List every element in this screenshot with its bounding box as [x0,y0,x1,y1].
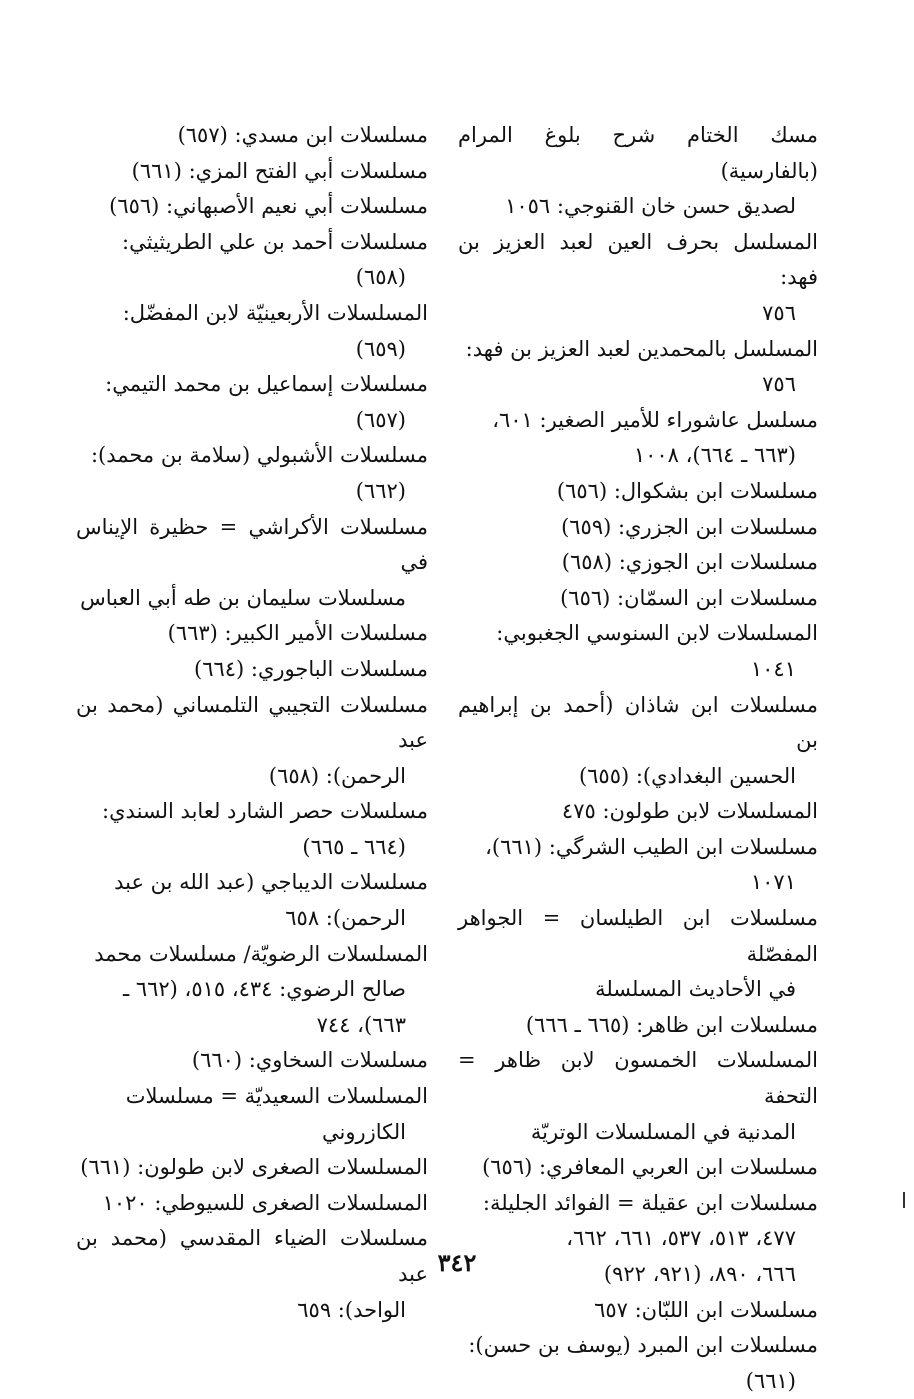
entry-heading: مسلسلات ابن ظاهر: (٦٦٥ ـ ٦٦٦) [525,1012,818,1037]
entry-heading: مسلسل عاشوراء للأمير الصغير: ٦٠١، [492,407,818,432]
index-entry [458,1293,818,1329]
entry-heading: مسلسلات أحمد بن علي الطريثيثي: [122,229,428,254]
index-entry [458,901,818,1008]
entry-continuation: مسلسلات سليمان بن طه أبي العباس [80,585,406,610]
index-column-left [76,118,428,1328]
index-entry [76,616,428,652]
index-entry [458,616,818,687]
entry-heading: مسلسلات حصر الشارد لعابد السندي: [102,799,428,824]
entry-heading: المسلسلات الصغرى لابن طولون: (٦٦١) [80,1155,428,1180]
entry-continuation: الكازروني [322,1119,406,1144]
index-entry [458,581,818,617]
entry-heading: مسلسلات ابن الجوزي: (٦٥٨) [561,550,818,575]
entry-heading: المسلسلات الرضويّة/ مسلسلات محمد [94,941,428,966]
entry-continuation: (٦٦٣ ـ ٦٦٤)، ١٠٠٨ [633,443,796,468]
entry-heading: مسلسلات ابن بشكوال: (٦٥٦) [556,478,818,503]
index-entry [458,1008,818,1044]
index-entry [458,1150,818,1186]
index-entry [458,688,818,795]
index-entry [458,474,818,510]
entry-heading: مسلسلات الضياء المقدسي (محمد بن عبد [76,1226,428,1286]
entry-continuation: (٦٥٩) [355,336,406,361]
index-entry [76,1079,428,1150]
entry-continuation: ٦٦٦، ٨٩٠، (٩٢١، ٩٢٢) [603,1262,796,1286]
entry-heading: مسلسلات الأشبولي (سلامة بن محمد): [90,443,428,468]
entry-continuation: (٦٦٤ ـ ٦٦٥) [302,834,406,859]
index-entry [76,1150,428,1186]
entry-heading: مسلسلات التجيبي التلمساني (محمد بن عبد [76,692,428,753]
entry-continuation: في الأحاديث المسلسلة [595,977,796,1002]
entry-heading: مسلسلات السخاوي: (٦٦٠) [191,1048,428,1073]
index-entry [76,438,428,509]
index-entry [76,937,428,1044]
index-entry [458,830,818,901]
index-entry [76,688,428,795]
index-column-right [458,118,818,1399]
entry-heading: مسلسلات الأكراشي = حظيرة الإيناس في [76,514,428,575]
index-entry [76,225,428,296]
entry-heading: مسلسلات الأمير الكبير: (٦٦٣) [167,621,428,646]
margin-mark [903,1192,905,1208]
entry-heading: مسلسلات أبي الفتح المزي: (٦٦١) [131,158,428,183]
entry-heading: مسك الختام شرح بلوغ المرام (بالفارسية) [458,123,818,183]
entry-heading: مسلسلات ابن اللبّان: ٦٥٧ [594,1297,818,1322]
index-entry [76,652,428,688]
entry-continuation: الواحد): ٦٥٩ [297,1297,406,1322]
index-entry [458,1328,818,1399]
index-entry [458,794,818,830]
entry-heading: مسلسلات ابن عقيلة = الفوائد الجليلة: [482,1190,818,1215]
entry-heading: مسلسلات أبي نعيم الأصبهاني: (٦٥٦) [109,194,428,219]
entry-continuation: (٦٥٨) [355,265,406,290]
index-entry [76,1186,428,1222]
page-number: ٣٤٢ [437,1248,477,1277]
entry-heading: المسلسلات الخمسون لابن ظاهر = التحفة [458,1048,818,1109]
entry-continuation: (٦٥٧) [355,407,406,432]
entry-heading: مسلسلات الباجوري: (٦٦٤) [193,656,428,681]
entry-heading: مسلسلات ابن العربي المعافري: (٦٥٦) [482,1155,818,1180]
entry-continuation: ٧٥٦ [762,372,796,397]
index-entry [76,189,428,225]
entry-heading: مسلسلات ابن المبرد (يوسف بن حسن): [468,1333,818,1358]
entry-continuation: ١٠٧١ [750,870,796,895]
entry-continuation: (٦٦١) [745,1368,796,1393]
entry-heading: مسلسلات ابن الجزري: (٦٥٩) [561,514,818,539]
entry-continuation: الحسين البغدادي): (٦٥٥) [578,763,796,788]
entry-heading: مسلسلات ابن شاذان (أحمد بن إبراهيم بن [458,692,818,753]
index-entry [76,118,428,154]
entry-heading: مسلسلات ابن السمّان: (٦٥٦) [560,585,818,610]
entry-continuation: ٦٦٣)، ٧٤٤ [316,1012,406,1037]
entry-heading: مسلسلات ابن الطيب الشرگي: (٦٦١)، [485,834,818,859]
index-entry [458,332,818,403]
entry-heading: مسلسلات الديباجي (عبد الله بن عبد [114,870,428,895]
entry-heading: المسلسلات السعيديّة = مسلسلات [125,1084,428,1109]
entry-heading: مسلسلات إسماعيل بن محمد التيمي: [105,372,428,397]
index-entry [458,1043,818,1150]
index-entry [458,225,818,332]
entry-continuation: ٤٧٧، ٥١٣، ٥٣٧، ٦٦١، ٦٦٢، [566,1226,796,1251]
index-entry [76,1043,428,1079]
index-entry [458,403,818,474]
entry-heading: المسلسل بالمحمدين لعبد العزيز بن فهد: [465,336,818,361]
entry-heading: المسلسلات لابن طولون: ٤٧٥ [561,799,818,824]
entry-continuation: الرحمن): ٦٥٨ [285,906,406,931]
index-entry [458,118,818,225]
index-entry [76,794,428,865]
entry-continuation: ١٠٤١ [750,656,796,681]
index-entry [76,865,428,936]
entry-heading: المسلسل بحرف العين لعبد العزيز بن فهد: [458,229,818,290]
index-entry [458,510,818,546]
index-entry [76,510,428,617]
entry-continuation: لصديق حسن خان القنوجي: ١٠٥٦ [505,194,796,219]
entry-heading: المسلسلات لابن السنوسي الجغبوبي: [496,621,818,646]
index-entry [76,367,428,438]
index-entry [76,296,428,367]
entry-heading: المسلسلات الأربعينيّة لابن المفضّل: [122,300,428,325]
entry-heading: المسلسلات الصغرى للسيوطي: ١٠٢٠ [102,1190,428,1215]
entry-continuation: صالح الرضوي: ٤٣٤، ٥١٥، (٦٦٢ ـ [122,977,406,1002]
entry-heading: مسلسلات ابن مسدي: (٦٥٧) [177,123,428,147]
entry-heading: مسلسلات ابن الطيلسان = الجواهر المفصّلة [458,906,818,966]
index-entry [458,545,818,581]
index-entry [76,154,428,190]
entry-continuation: (٦٦٢) [355,478,406,503]
entry-continuation: ٧٥٦ [762,300,796,325]
entry-continuation: الرحمن): (٦٥٨) [268,763,406,788]
entry-continuation: المدنية في المسلسلات الوتريّة [530,1119,796,1144]
